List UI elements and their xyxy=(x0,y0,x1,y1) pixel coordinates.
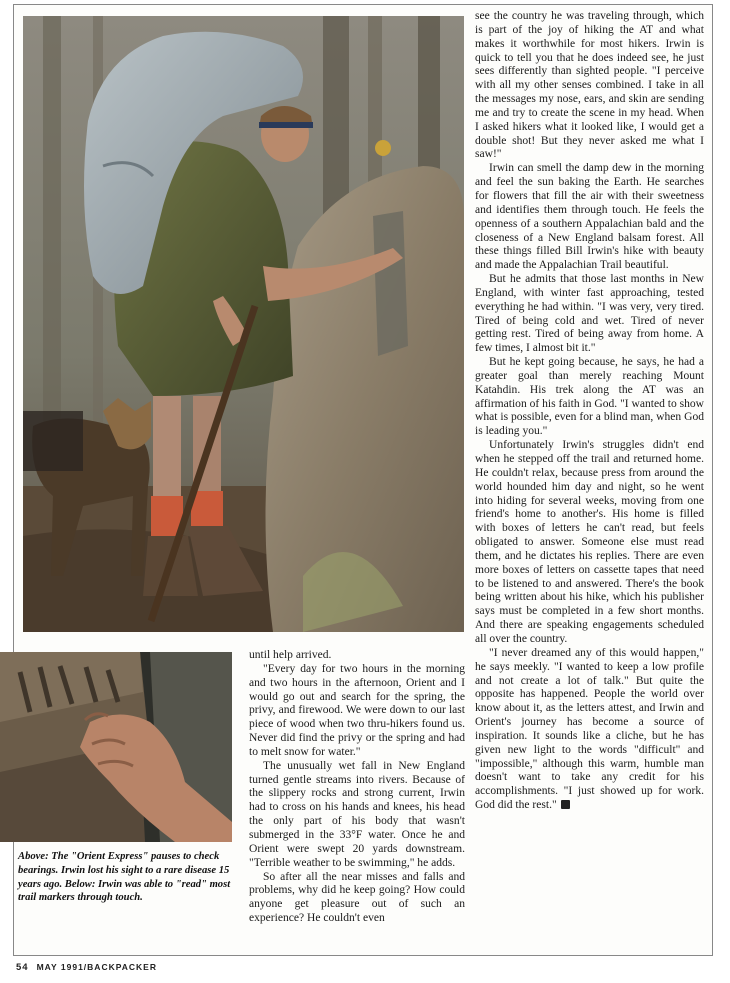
paragraph-text: "I never dreamed any of this would happen," he says meekly. "I wanted to keep a low profile and not create a lot of talk." But quite the opposite has happened. People the world over know about it, as the letters attest, and Irwin and Orient's journey has become a source of inspiration. It sounds like a cliche, but he has given new light to the words "difficult" and "impossible," although this warm, humble man doesn't want to take any credit for his accomplishments. "I just showed up for work. God did the rest." xyxy=(475,646,704,812)
paragraph xyxy=(475,647,704,813)
paragraph: see the country he was traveling through, which is part of the joy of hiking the AT and what makes it worthwhile for most hikers. Irwin is quick to tell you that he does indeed see, he just sees differently than sighted people. "I perceive with all my other senses combined. I take in all the messages my nose, ears, and skin are sending me and try to create the scene in my head. When I asked hikers what it looked like, I would get a double shot! But they never asked me what I saw!" xyxy=(475,10,704,161)
paragraph: But he kept going because, he says, he had a greater goal than merely reaching Mount Katahdin. His trek along the AT was an affirmation of his faith in God. "I wanted to show what is possible, even for a blind man, when God is leading you." xyxy=(475,356,704,438)
hand-on-trail-marker-photo xyxy=(0,652,232,842)
photo-caption: Above: The "Orient Express" pauses to check bearings. Irwin lost his sight to a rare disease 15 years ago. Below: Irwin was able to "read" most trail markers through touch. xyxy=(18,851,231,904)
paragraph: Unfortunately Irwin's struggles didn't end when he stepped off the trail and returned home. He couldn't relax, because press from around the world hounded him day and night, so he went into hiding for several weeks, moving from one friend's home to another's. His home is filled with boxes of letters he can't read, but feels obligated to answer. Someone else must read them, and he dictates his replies. There are even more boxes of letters on cassette tapes that need to be listened to and answered. There's the book being written about his hike, which his publisher says must be completed in a few short months. And there are speaking engagements scheduled all over the country. xyxy=(475,439,704,645)
issue-label: MAY 1991/BACKPACKER xyxy=(36,962,157,972)
page-footer xyxy=(16,962,157,973)
article-column-middle xyxy=(249,649,465,926)
paragraph: So after all the near misses and falls and problems, why did he keep going? How could anyone get pleasure out of such an experience? He couldn't even xyxy=(249,870,465,925)
paragraph: Irwin can smell the damp dew in the morning and feel the sun baking the Earth. He searches for flowers that fill the air with their sweetness and identifies them through touch. He feels the openness of a southern Appalachian bald and the closeness of a New England balsam forest. All these things filled Bill Irwin's hike with beauty and made the Appalachian Trail beautiful. xyxy=(475,162,704,272)
paragraph: until help arrived. xyxy=(249,649,332,661)
page-number: 54 xyxy=(16,962,29,973)
article-column-right xyxy=(475,10,704,813)
paragraph: But he admits that those last months in New England, with winter fast approaching, tested everything he had within. "I was very, very tired. Tired of being cold and wet. Tired of never getting rest. Tired of being away from home. A few times, I almost bit it." xyxy=(475,273,704,355)
paragraph: The unusually wet fall in New England turned gentle streams into rivers. Because of the slippery rocks and strong current, Irwin had to cross on his hands and knees, his head the only part of his body that wasn't submerged in the 33°F water. Once he and Orient were swept 20 yards downstream. "Terrible weather to be swimming," he adds. xyxy=(249,759,465,869)
paragraph: "Every day for two hours in the morning and two hours in the afternoon, Orient and I would go out and search for the spring, the privy, and firewood. We were down to our last piece of wood when two thru-hikers found us. Never did find the privy or the spring and had to melt snow for water." xyxy=(249,662,465,758)
end-of-article-icon xyxy=(561,800,570,809)
hiker-with-dog-photo xyxy=(23,16,464,632)
